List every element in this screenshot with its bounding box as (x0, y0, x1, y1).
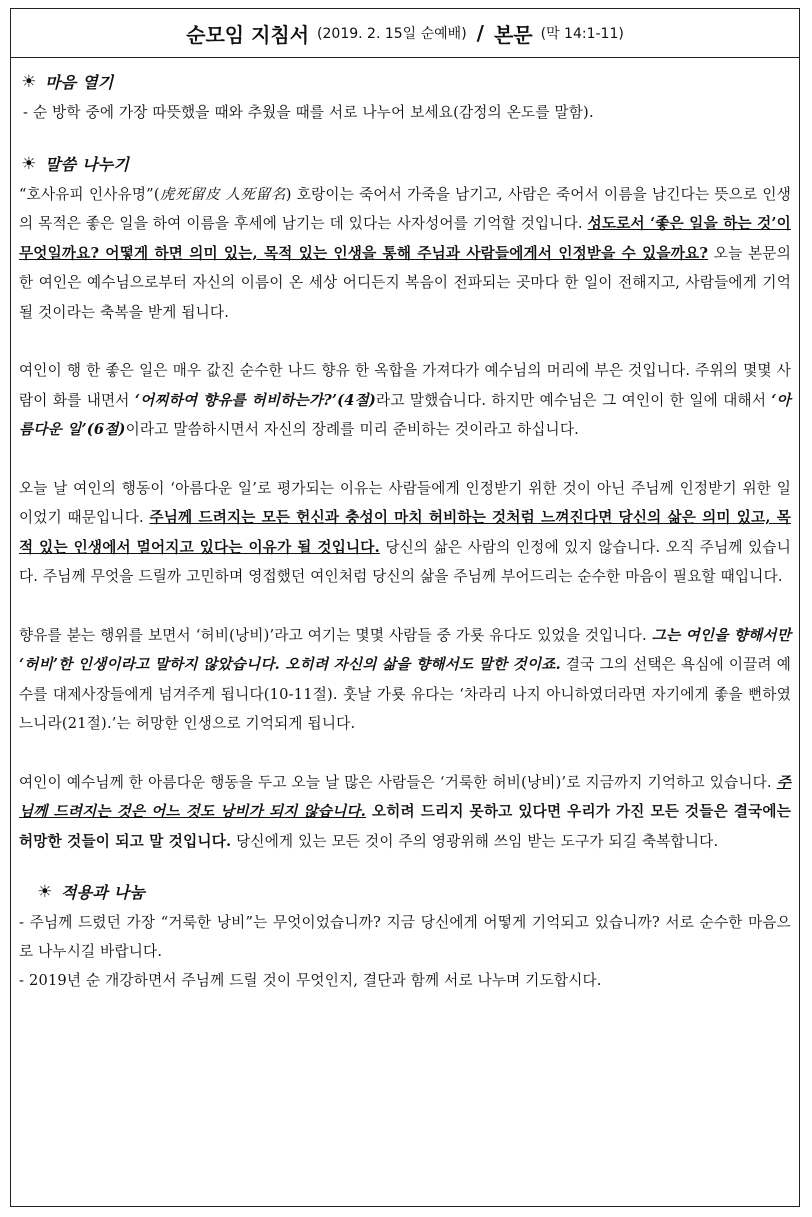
text-label: 본문 (493, 22, 533, 47)
paragraph-4: 향유를 붇는 행위를 보면서 ‘허비(낭비)’라고 여기는 몇몇 사람들 중 가룟 유다도 있었을 것입니다. 그는 여인을 향해서만 ‘허비’한 인생이라고 말하지 않았습니다. 오히려 자신의 삶을 향해서도 말한 것이죠. 결국 그의 선택은 욕심에 이끌려 예수를 대제사장들에게 넘겨주게 됩니다(10-11절). 훗날 가룟 유다는 ‘차라리 나지 아니하였더라면 자기에게 좋을 뻔하였느니라(21절).’는 허망한 인생으로 기억되게 됩니다. (19, 626, 792, 732)
paragraph-2: 여인이 행 한 좋은 일은 매우 값진 순수한 나드 향유 한 옥합을 가져다가 예수님의 머리에 부은 것입니다. 주위의 몇몇 사람이 화를 내면서 ‘어찌하여 향유를 허비하는가?’(4절)라고 말했습니다. 하지만 예수님은 그 여인이 한 일에 대해서 ‘아름다운 일’(6절)이라고 말씀하시면서 자신의 장례를 미리 준비하는 것이라고 하십니다. (19, 362, 791, 438)
paragraph-1: “호사유피 인사유명”(虎死留皮 人死留名) 호랑이는 죽어서 가죽을 남기고, 사람은 죽어서 이름을 남긴다는 뜻으로 인생의 목적은 좋은 일을 하여 이름을 후세에 남기는 데 있다는 사자성어를 기억할 것입니다. 성도로서 ‘좋은 일을 하는 것’이 무엇일까요? 어떻게 하면 의미 있는, 목적 있는 인생을 통해 주님과 사람들에게서 인정받을 수 있을까요? 오늘 본문의 한 여인은 예수님으로부터 자신의 이름이 온 세상 어디든지 복음이 전파되는 곳마다 한 일이 전해지고, 사람들에게 기억 될 것이라는 축복을 받게 됩니다. (19, 185, 792, 321)
document-body (11, 58, 799, 995)
section-title-text: 말씀 나누기 (45, 154, 130, 174)
paragraph-5: 여인이 예수님께 한 아름다운 행동을 두고 오늘 날 많은 사람들은 ‘거룩한 허비(낭비)’로 지금까지 기억하고 있습니다. 주님께 드려지는 것은 어느 것도 낭비가 되지 않습니다. 오히려 드리지 못하고 있다면 우리가 가진 모든 것들은 결국에는 허망한 것들이 되고 말 것입니다. 당신에게 있는 모든 것이 주의 영광위해 쓰임 받는 도구가 되길 축복합니다. (19, 773, 792, 850)
service-date: (2019. 2. 15일 순예배) (317, 26, 467, 42)
quote-text: ‘어찌하여 향유를 허비하는가?’(4절) (134, 391, 377, 409)
quote-text: ‘아름다운 일’(6절) (19, 391, 791, 438)
document-frame (10, 8, 800, 1207)
section-sharing-title (19, 150, 791, 180)
sun-icon: ☀ (37, 882, 53, 903)
section-title-text: 마음 열기 (45, 73, 114, 93)
emphasis-text: 성도로서 ‘좋은 일을 하는 것’이 무엇일까요? 어떻게 하면 의미 있는, 목적 있는 인생을 통해 주님과 사람들에게서 인정받을 수 있을까요? (19, 215, 791, 262)
section-title-text: 적용과 나눔 (61, 883, 146, 903)
emphasis-text: 그는 여인을 향해서만 ‘허비’한 인생이라고 말하지 않았습니다. 오히려 자신의 삶을 향해서도 말한 것이죠. (19, 626, 791, 673)
bold-text: 오히려 드리지 못하고 있다면 우리가 가진 모든 것들은 결국에는 허망한 것들이 되고 말 것입니다. (19, 803, 792, 850)
opening-item: - 순 방학 중에 가장 따뜻했을 때와 추웠을 때를 서로 나누어 보세요(감정의 온도를 말함). (23, 104, 594, 121)
scripture-reference: (막 14:1-11) (540, 26, 624, 42)
section-application-title (19, 878, 791, 908)
paragraph-3: 오늘 날 여인의 행동이 ‘아름다운 일’로 평가되는 이유는 사람들에게 인정받기 위한 것이 아닌 주님께 인정받기 위한 일이었기 때문입니다. 주님께 드려지는 모든 헌신과 충성이 마치 허비하는 것처럼 느껴진다면 당신의 삶은 의미 있고, 목적 있는 인생에서 멀어지고 있다는 이유가 될 것입니다. 당신의 삶은 사람의 인정에 있지 않습니다. 오직 주님께 있습니다. 주님께 무엇을 드릴까 고민하며 영접했던 여인처럼 당신의 삶을 주님께 부어드리는 순수한 마음이 필요할 때입니다. (19, 479, 791, 585)
sun-icon: ☀ (21, 153, 37, 174)
header-separator: / (476, 21, 484, 45)
section-opening-title (19, 68, 791, 98)
emphasis-text: 주님께 드려지는 것은 어느 것도 낭비가 되지 않습니다. (19, 773, 791, 820)
document-header (11, 9, 799, 58)
document-title: 순모임 지침서 (186, 22, 310, 47)
emphasis-text: 주님께 드려지는 모든 헌신과 충성이 마치 허비하는 것처럼 느껴진다면 당신의 삶은 의미 있고, 목적 있는 인생에서 멀어지고 있다는 이유가 될 것입니다. (19, 509, 791, 556)
application-item: - 2019년 순 개강하면서 주님께 드릴 것이 무엇인지, 결단과 함께 서로 나누며 기도합시다. (19, 972, 602, 989)
hanja-idiom: 虎死留皮 人死留名 (159, 185, 286, 203)
sun-icon: ☀ (21, 72, 37, 93)
application-item: - 주님께 드렸던 가장 “거룩한 낭비”는 무엇이었습니까? 지금 당신에게 어떻게 기억되고 있습니까? 서로 순수한 마음으로 나누시길 바랍니다. (19, 914, 791, 960)
